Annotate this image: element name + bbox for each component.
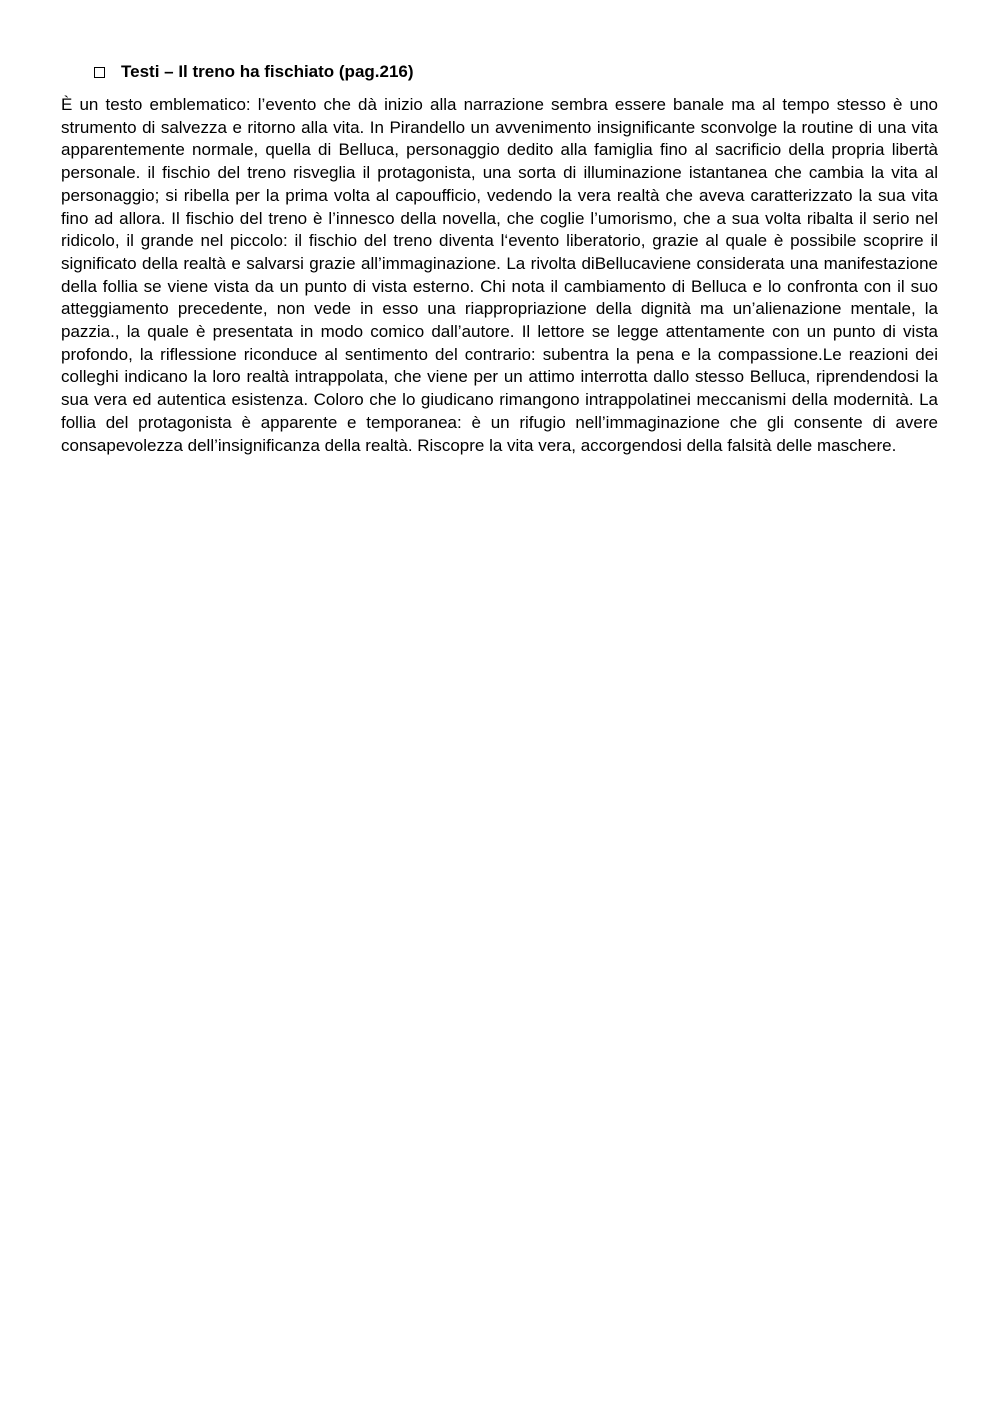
document-content <box>61 58 938 457</box>
section-title: Testi – Il treno ha fischiato (pag.216) <box>121 62 414 81</box>
empty-checkbox-icon <box>94 67 105 78</box>
body-paragraph: È un testo emblematico: l’evento che dà inizio alla narrazione sembra essere banale ma al tempo stesso è uno strumento di salvezza e ritorno alla vita. In Pirandello un avvenimento insignificante sconvolge la routine di una vita apparentemente normale, quella di Belluca, personaggio dedito alla famiglia fino al sacrificio della propria libertà personale. il fischio del treno risveglia il protagonista, una sorta di illuminazione istantanea che cambia la vita al personaggio; si ribella per la prima volta al capoufficio, vedendo la vera realtà che aveva caratterizzato la sua vita fino ad allora. Il fischio del treno è l’innesco della novella, che coglie l’umorismo, che a sua volta ribalta il serio nel ridicolo, il grande nel piccolo: il fischio del treno diventa l‘evento liberatorio, grazie al quale è possibile scoprire il significato della realtà e salvarsi grazie all’immaginazione. La rivolta diBellucaviene considerata una manifestazione della follia se viene vista da un punto di vista esterno. Chi nota il cambiamento di Belluca e lo confronta con il suo atteggiamento precedente, non vede in esso una riappropriazione della dignità ma un’alienazione mentale, la pazzia., la quale è presentata in modo comico dall’autore. Il lettore se legge attentamente con un punto di vista profondo, la riflessione riconduce al sentimento del contrario: subentra la pena e la compassione.Le reazioni dei colleghi indicano la loro realtà intrappolata, che viene per un attimo interrotta dallo stesso Belluca, riprendendosi la sua vera ed autentica esistenza. Coloro che lo giudicano rimangono intrappolatinei meccanismi della modernità. La follia del protagonista è apparente e temporanea: è un rifugio nell’immaginazione che gli consente di avere consapevolezza dell’insignificanza della realtà. Riscopre la vita vera, accorgendosi della falsità delle maschere. <box>61 95 938 455</box>
section-heading <box>94 58 938 86</box>
